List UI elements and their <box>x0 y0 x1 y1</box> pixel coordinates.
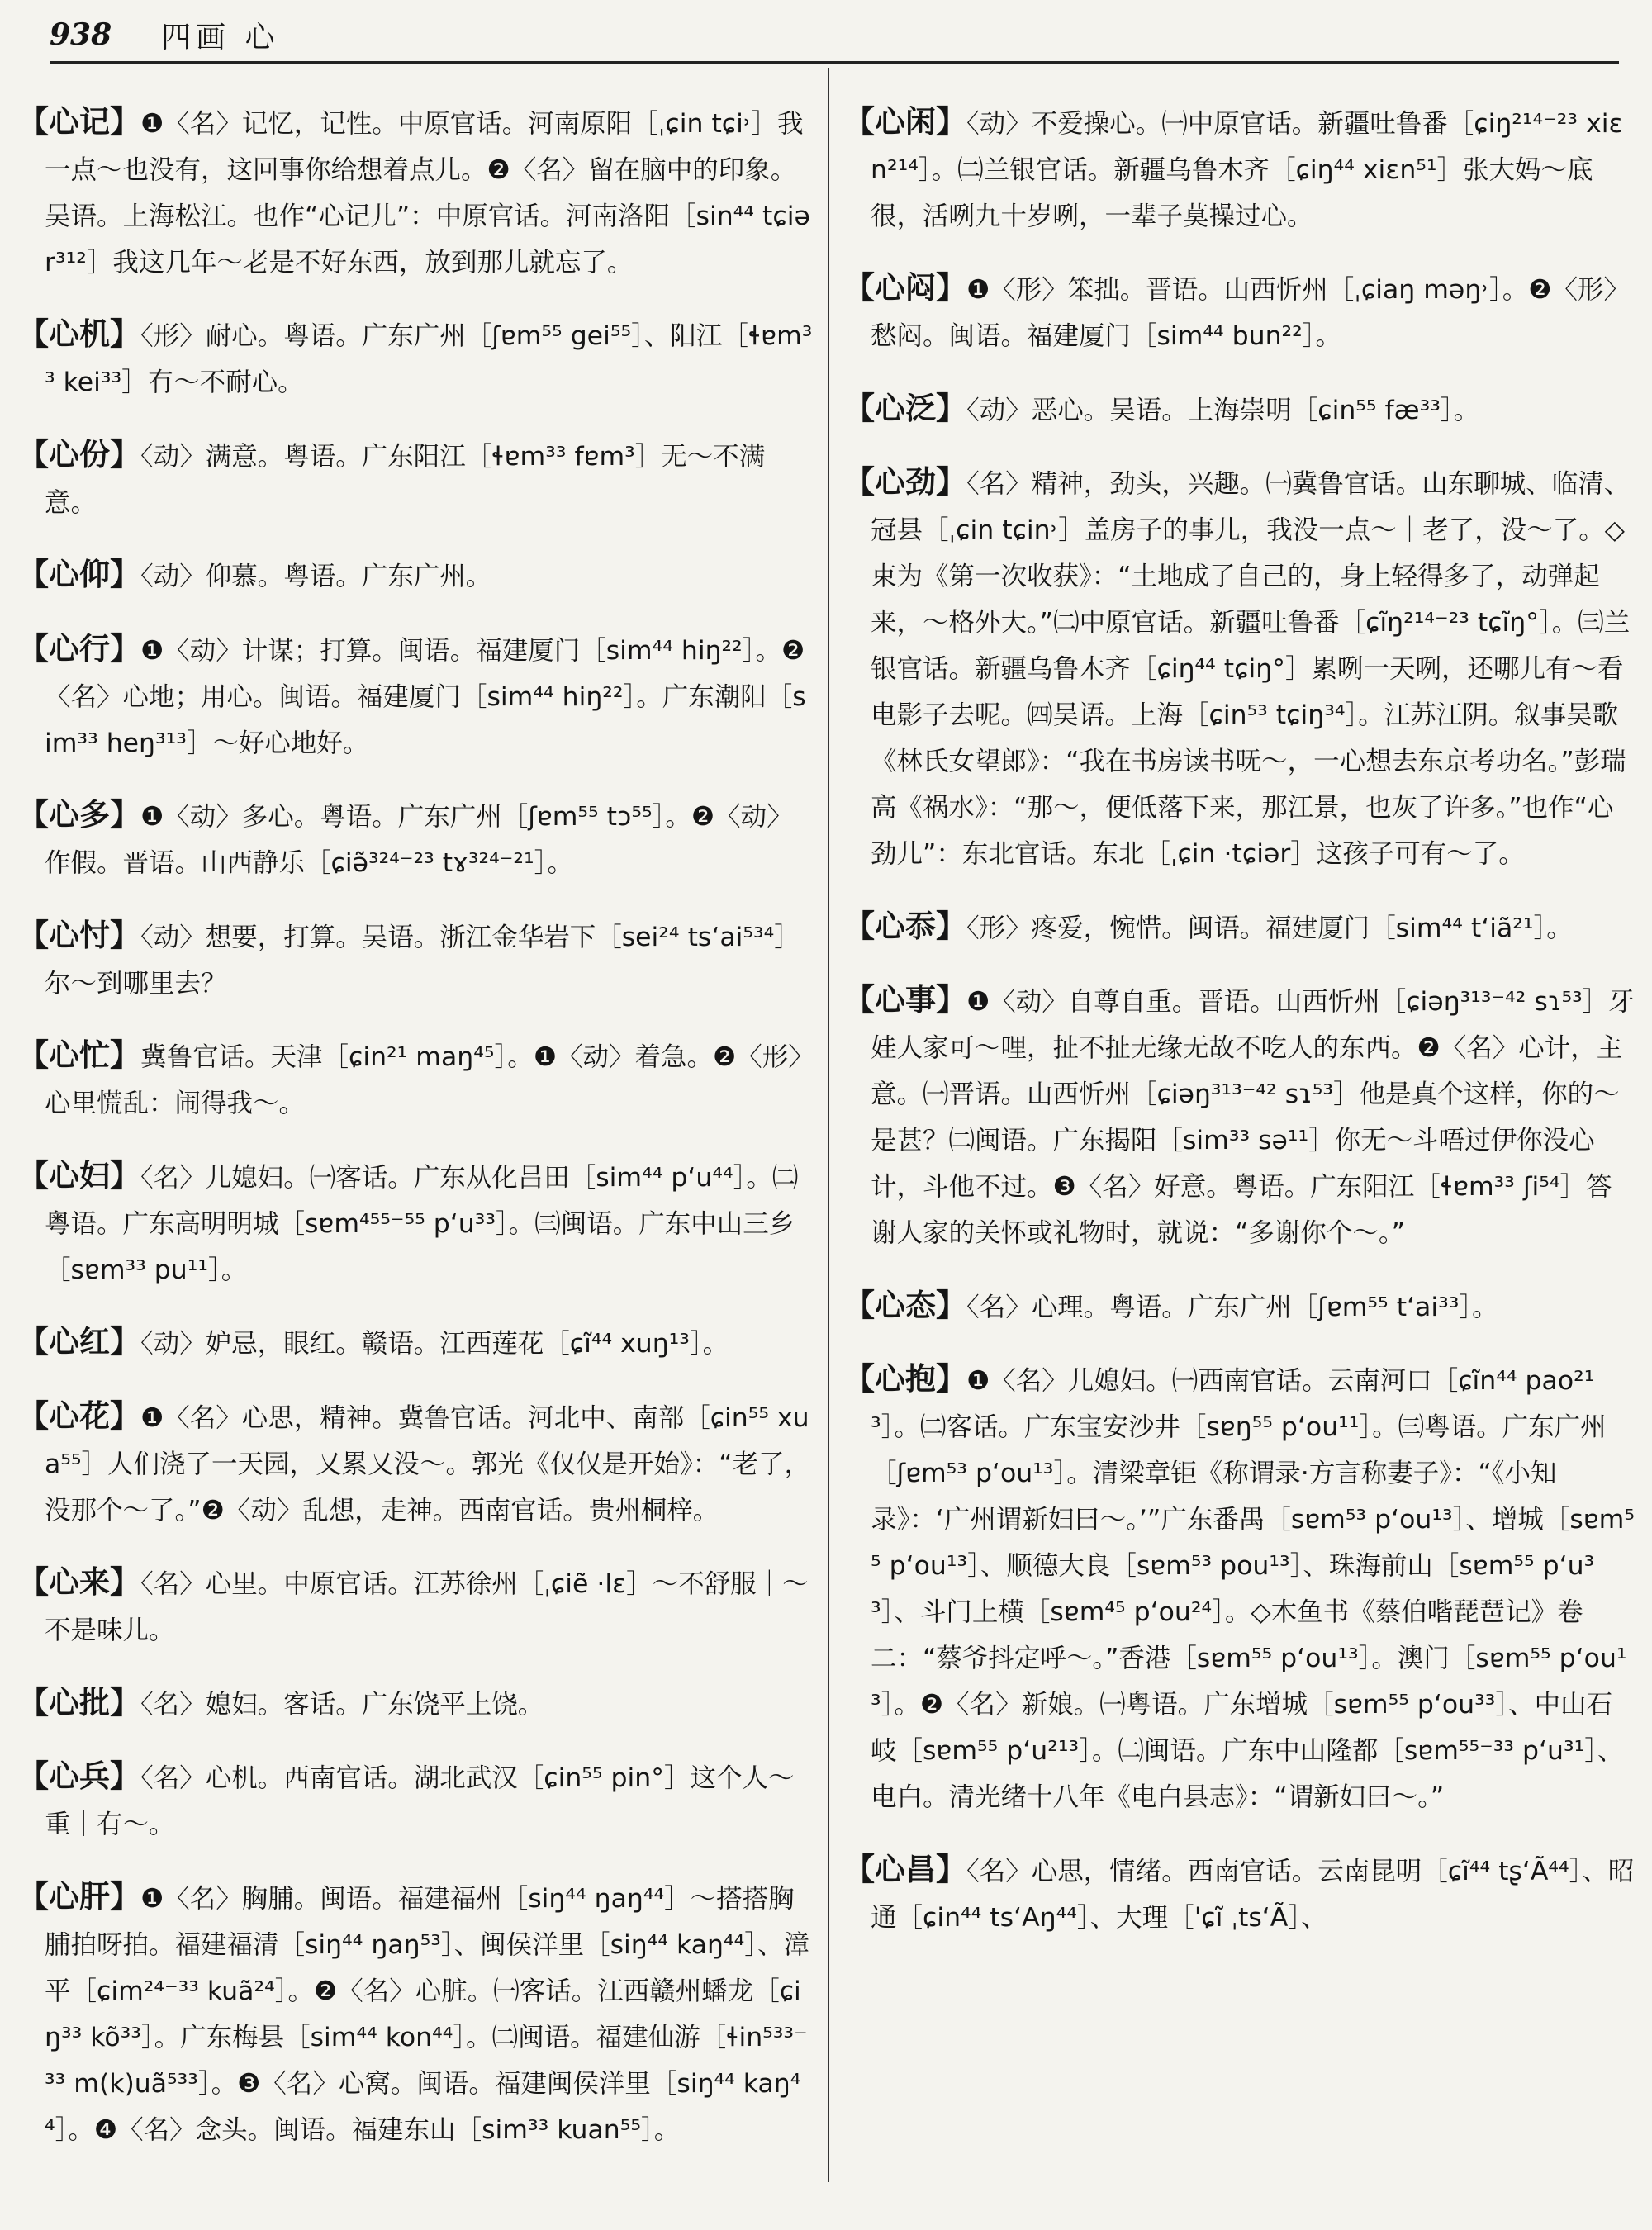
entry-headword: 【心批】 <box>18 1684 140 1720</box>
entry-definition: 〈名〉心思，情绪。西南官话。云南昆明［ɕĩ⁴⁴ tʂʻÃ⁴⁴］、昭通［ɕin⁴⁴ tsʻAŋ⁴⁴］、大理［ˈɕĩ ˌtsʻÃ］、 <box>871 1856 1635 1933</box>
dictionary-entry <box>18 1393 813 1534</box>
entry-definition: 〈动〉满意。粤语。广东阳江［ɬɐm³³ fɐm³］无～不满意。 <box>45 441 766 518</box>
dictionary-entry <box>18 1753 813 1848</box>
dictionary-entry <box>844 1283 1635 1331</box>
entry-definition: ❶〈名〉儿媳妇。㈠西南官话。云南河口［ɕĩn⁴⁴ pao²¹³］。㈡客话。广东宝安沙井［sɐŋ⁵⁵ pʻou¹¹］。㈢粤语。广东广州［ʃɐm⁵³ pʻou¹³］。清梁章钜《称谓录·方言称妻子》：“《小知录》：‘广州谓新妇曰～。’”广东番禺［sɐm⁵³ pʻou¹³］、增城［sɐm⁵⁵ pʻou¹³］、顺德大良［sɐm⁵³ pou¹³］、珠海前山［sɐm⁵⁵ pʻu³³］、斗门上横［sɐm⁴⁵ pʻou²⁴］。◇木鱼书《蔡伯喈琵琶记》卷二：“蔡爷抖定呼～。”香港［sɐm⁵⁵ pʻou¹³］。澳门［sɐm⁵⁵ pʻou¹³］。❷〈名〉新娘。㈠粤语。广东增城［sɐm⁵⁵ pʻou³³］、中山石岐［sɐm⁵⁵ pʻu²¹³］。㈡闽语。广东中山隆都［sɐm⁵⁵⁻³³ pʻu³¹］、电白。清光绪十八年《电白县志》：“谓新妇曰～。” <box>871 1366 1635 1812</box>
entry-headword: 【心来】 <box>18 1564 140 1600</box>
entry-headword: 【心昌】 <box>844 1851 966 1887</box>
dictionary-entry <box>844 904 1635 951</box>
dictionary-entry <box>18 552 813 600</box>
column-divider <box>828 68 829 2182</box>
entry-definition: 〈名〉儿媳妇。㈠客话。广东从化吕田［sim⁴⁴ pʻu⁴⁴］。㈡粤语。广东高明明城［sɐm⁴⁵⁵⁻⁵⁵ pʻu³³］。㈢闽语。广东中山三乡［sɐm³³ pu¹¹］。 <box>45 1162 799 1285</box>
entry-definition: 〈名〉媳妇。客话。广东饶平上饶。 <box>140 1689 544 1720</box>
entry-headword: 【心肝】 <box>18 1878 140 1914</box>
header-rule <box>50 61 1619 64</box>
entry-definition: ❶〈名〉心思，精神。冀鲁官话。河北中、南部［ɕin⁵⁵ xua⁵⁵］人们浇了一天园，又累又没～。郭光《仅仅是开始》：“老了，没那个～了。”❷〈动〉乱想，走神。西南官话。贵州桐梓。 <box>45 1402 811 1525</box>
entry-definition: ❶〈动〉自尊自重。晋语。山西忻州［ɕiəŋ³¹³⁻⁴² sɿ⁵³］牙娃人家可～哩，扯不扯无缘无故不吃人的东西。❷〈名〉心计，主意。㈠晋语。山西忻州［ɕiəŋ³¹³⁻⁴² sɿ⁵³］他是真个这样，你的～是甚？㈡闽语。广东揭阳［sim³³ sə¹¹］你无～斗唔过伊你没心计，斗他不过。❸〈名〉好意。粤语。广东阳江［ɬɐm³³ ʃi⁵⁴］答谢人家的关怀或礼物时，就说：“多谢你个～。” <box>871 987 1635 1248</box>
entry-headword: 【心红】 <box>18 1324 140 1359</box>
page-header <box>50 12 1619 58</box>
dictionary-entry <box>844 99 1635 240</box>
entry-definition: 〈动〉妒忌，眼红。赣语。江西莲花［ɕĩ⁴⁴ xuŋ¹³］。 <box>140 1329 729 1359</box>
entry-definition: 冀鲁官话。天津［ɕin²¹ maŋ⁴⁵］。❶〈动〉着急。❷〈形〉心里慌乱：闹得我～。 <box>45 1042 801 1118</box>
dictionary-entry <box>18 1874 813 2153</box>
dictionary-entry <box>18 311 813 406</box>
entry-headword: 【心抱】 <box>844 1361 966 1397</box>
entry-headword: 【心兵】 <box>18 1758 140 1794</box>
dictionary-entry <box>18 1319 813 1367</box>
right-column <box>844 73 1635 1962</box>
entry-definition: 〈形〉耐心。粤语。广东广州［ʃɐm⁵⁵ gei⁵⁵］、阳江［ɬɐm³³ kei³³］冇～不耐心。 <box>45 321 813 397</box>
entry-definition: 〈名〉心机。西南官话。湖北武汉［ɕin⁵⁵ pin°］这个人～重｜有～。 <box>45 1763 795 1839</box>
dictionary-entry <box>844 977 1635 1256</box>
dictionary-entry <box>844 265 1635 359</box>
dictionary-entry <box>18 626 813 766</box>
entry-headword: 【心劲】 <box>844 464 966 500</box>
dictionary-entry <box>18 1153 813 1293</box>
entry-definition: 〈形〉疼爱，惋惜。闽语。福建厦门［sim⁴⁴ tʻiã²¹］。 <box>966 913 1573 943</box>
entry-definition: 〈名〉心理。粤语。广东广州［ʃɐm⁵⁵ tʻai³³］。 <box>966 1292 1498 1322</box>
entry-definition: 〈名〉精神，劲头，兴趣。㈠冀鲁官话。山东聊城、临清、冠县［ˌɕin tɕin˒］盖房子的事儿，我没一点～｜老了，没～了。◇束为《第一次收获》：“土地成了自己的，身上轻得多了，动弹起来，～格外大。”㈡中原官话。新疆吐鲁番［ɕĩŋ²¹⁴⁻²³ tɕĩŋ°］。㈢兰银官话。新疆乌鲁木齐［ɕiŋ⁴⁴ tɕiŋ°］累咧一天咧，还哪儿有～看电影子去呢。㈣吴语。上海［ɕin⁵³ tɕiŋ³⁴］。江苏江阴。叙事吴歌《林氏女望郎》：“我在书房读书呒～，一心想去东京考功名。”彭瑞高《祸水》：“那～，便低落下来，那江景，也灰了许多。”也作“心劲儿”：东北官话。东北［ˌɕin ·tɕiər］这孩子可有～了。 <box>871 469 1631 869</box>
entry-headword: 【心机】 <box>18 316 140 352</box>
dictionary-entry <box>844 386 1635 434</box>
section-title: 四画 心 <box>161 20 280 55</box>
entry-definition: ❶〈名〉胸脯。闽语。福建福州［siŋ⁴⁴ ŋaŋ⁴⁴］～搭搭胸脯拍呀拍。福建福清［siŋ⁴⁴ ŋaŋ⁵³］、闽侯洋里［siŋ⁴⁴ kaŋ⁴⁴］、漳平［ɕim²⁴⁻³³ kuã²⁴］。❷〈名〉心脏。㈠客话。江西赣州蟠龙［ɕiŋ³³ kõ³³］。广东梅县［sim⁴⁴ kon⁴⁴］。㈡闽语。福建仙游［ɬin⁵³³⁻³³ m(k)uã⁵³³］。❸〈名〉心窝。闽语。福建闽侯洋里［siŋ⁴⁴ kaŋ⁴⁴］。❹〈名〉念头。闽语。福建东山［sim³³ kuan⁵⁵］。 <box>45 1883 809 2145</box>
entry-definition: 〈动〉仰慕。粤语。广东广州。 <box>140 562 492 591</box>
dictionary-entry <box>844 1847 1635 1941</box>
dictionary-entry <box>18 1680 813 1728</box>
entry-headword: 【心份】 <box>18 436 140 472</box>
entry-headword: 【心多】 <box>18 797 140 833</box>
entry-headword: 【心闲】 <box>844 103 966 140</box>
entry-headword: 【心事】 <box>844 982 966 1018</box>
left-column <box>18 73 813 2175</box>
entry-headword: 【心妇】 <box>18 1157 140 1193</box>
dictionary-entry <box>18 1032 813 1127</box>
dictionary-entry <box>18 913 813 1007</box>
entry-definition: 〈动〉恶心。吴语。上海崇明［ɕin⁵⁵ fæ³³］。 <box>966 395 1480 425</box>
entry-headword: 【心闷】 <box>844 270 966 306</box>
entry-headword: 【心忖】 <box>18 917 140 953</box>
entry-headword: 【心泛】 <box>844 390 966 426</box>
dictionary-entry <box>18 1559 813 1654</box>
entry-definition: ❶〈动〉多心。粤语。广东广州［ʃɐm⁵⁵ tɔ⁵⁵］。❷〈动〉作假。晋语。山西静乐［ɕiə̃³²⁴⁻²³ tɤ³²⁴⁻²¹］。 <box>45 802 793 878</box>
entry-headword: 【心态】 <box>844 1287 966 1323</box>
dictionary-entry <box>844 1356 1635 1820</box>
entry-headword: 【心花】 <box>18 1397 140 1434</box>
dictionary-entry <box>18 432 813 526</box>
dictionary-entry <box>844 459 1635 877</box>
entry-definition: 〈名〉心里。中原官话。江苏徐州［ˌɕiẽ ·lɛ］～不舒服｜～不是味儿。 <box>45 1569 809 1645</box>
entry-definition: 〈动〉想要，打算。吴语。浙江金华岩下［sei²⁴ tsʻai⁵³⁴］尔～到哪里去？ <box>45 922 800 999</box>
entry-headword: 【心仰】 <box>18 557 140 592</box>
entry-headword: 【心忝】 <box>844 908 966 944</box>
dictionary-entry <box>18 792 813 886</box>
dictionary-entry <box>18 99 813 286</box>
entry-headword: 【心记】 <box>18 103 140 140</box>
entry-headword: 【心忙】 <box>18 1037 140 1073</box>
entry-headword: 【心行】 <box>18 630 140 667</box>
page-number: 938 <box>50 17 112 52</box>
entry-definition: 〈动〉不爱操心。㈠中原官话。新疆吐鲁番［ɕiŋ²¹⁴⁻²³ xiɛn²¹⁴］。㈡兰银官话。新疆乌鲁木齐［ɕiŋ⁴⁴ xiɛn⁵¹］张大妈～底很，活咧九十岁咧，一辈子莫操过心。 <box>871 108 1623 231</box>
entry-definition: ❶〈名〉记忆，记性。中原官话。河南原阳［ˌɕin tɕi˒］我一点～也没有，这回事你给想着点儿。❷〈名〉留在脑中的印象。吴语。上海松江。也作“心记儿”：中原官话。河南洛阳［sin⁴⁴ tɕiər³¹²］我这几年～老是不好东西，放到那儿就忘了。 <box>45 108 810 278</box>
entry-definition: ❶〈动〉计谋；打算。闽语。福建厦门［sim⁴⁴ hiŋ²²］。❷〈名〉心地；用心。闽语。福建厦门［sim⁴⁴ hiŋ²²］。广东潮阳［sim³³ heŋ³¹³］～好心地好。 <box>45 635 806 758</box>
entry-definition: ❶〈形〉笨拙。晋语。山西忻州［ˌɕiaŋ məŋ˒］。❷〈形〉愁闷。闽语。福建厦门［sim⁴⁴ bun²²］。 <box>871 275 1630 351</box>
